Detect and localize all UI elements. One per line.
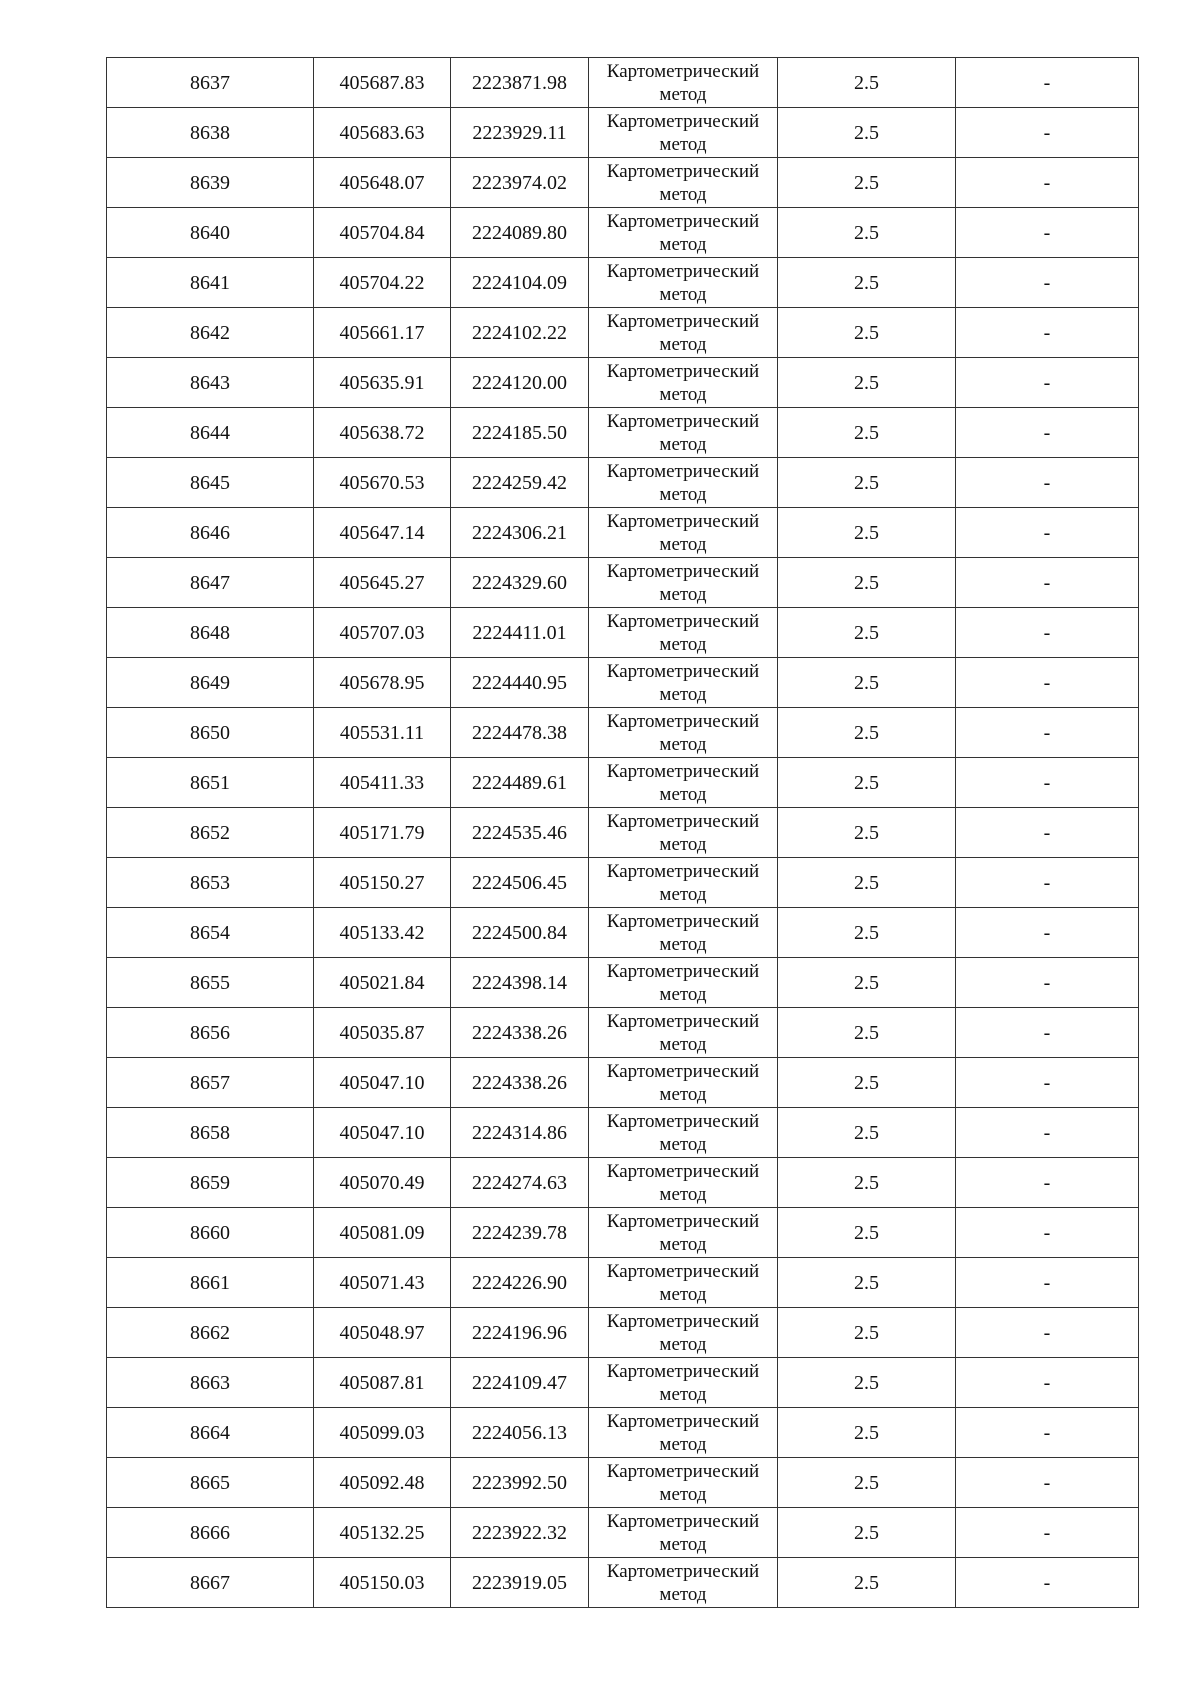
y-coordinate-cell: 2224506.45 — [451, 858, 589, 908]
table-row — [107, 1358, 1139, 1408]
note-cell: - — [956, 258, 1139, 308]
method-cell: Картометрический метод — [589, 408, 778, 458]
table-row — [107, 508, 1139, 558]
y-coordinate-cell: 2224089.80 — [451, 208, 589, 258]
x-coordinate-cell: 405070.49 — [314, 1158, 451, 1208]
note-cell: - — [956, 458, 1139, 508]
accuracy-cell: 2.5 — [778, 1158, 956, 1208]
accuracy-cell: 2.5 — [778, 958, 956, 1008]
method-cell: Картометрический метод — [589, 1308, 778, 1358]
method-cell: Картометрический метод — [589, 158, 778, 208]
table-row — [107, 458, 1139, 508]
point-number-cell: 8641 — [107, 258, 314, 308]
y-coordinate-cell: 2224411.01 — [451, 608, 589, 658]
note-cell: - — [956, 158, 1139, 208]
y-coordinate-cell: 2224478.38 — [451, 708, 589, 758]
y-coordinate-cell: 2224440.95 — [451, 658, 589, 708]
table-row — [107, 1108, 1139, 1158]
method-cell: Картометрический метод — [589, 258, 778, 308]
y-coordinate-cell: 2223922.32 — [451, 1508, 589, 1558]
x-coordinate-cell: 405047.10 — [314, 1058, 451, 1108]
point-number-cell: 8655 — [107, 958, 314, 1008]
y-coordinate-cell: 2223974.02 — [451, 158, 589, 208]
note-cell: - — [956, 1058, 1139, 1108]
table-row — [107, 1458, 1139, 1508]
y-coordinate-cell: 2224109.47 — [451, 1358, 589, 1408]
accuracy-cell: 2.5 — [778, 608, 956, 658]
table-row — [107, 858, 1139, 908]
y-coordinate-cell: 2224489.61 — [451, 758, 589, 808]
y-coordinate-cell: 2223919.05 — [451, 1558, 589, 1608]
table-row — [107, 658, 1139, 708]
x-coordinate-cell: 405704.84 — [314, 208, 451, 258]
y-coordinate-cell: 2224196.96 — [451, 1308, 589, 1358]
y-coordinate-cell: 2224314.86 — [451, 1108, 589, 1158]
point-number-cell: 8644 — [107, 408, 314, 458]
accuracy-cell: 2.5 — [778, 708, 956, 758]
note-cell: - — [956, 608, 1139, 658]
accuracy-cell: 2.5 — [778, 208, 956, 258]
x-coordinate-cell: 405687.83 — [314, 58, 451, 108]
method-cell: Картометрический метод — [589, 458, 778, 508]
method-cell: Картометрический метод — [589, 658, 778, 708]
y-coordinate-cell: 2224104.09 — [451, 258, 589, 308]
point-number-cell: 8666 — [107, 1508, 314, 1558]
point-number-cell: 8659 — [107, 1158, 314, 1208]
point-number-cell: 8667 — [107, 1558, 314, 1608]
point-number-cell: 8660 — [107, 1208, 314, 1258]
note-cell: - — [956, 808, 1139, 858]
note-cell: - — [956, 1458, 1139, 1508]
y-coordinate-cell: 2224398.14 — [451, 958, 589, 1008]
x-coordinate-cell: 405531.11 — [314, 708, 451, 758]
point-number-cell: 8638 — [107, 108, 314, 158]
note-cell: - — [956, 308, 1139, 358]
table-row — [107, 1208, 1139, 1258]
x-coordinate-cell: 405099.03 — [314, 1408, 451, 1458]
note-cell: - — [956, 358, 1139, 408]
x-coordinate-cell: 405081.09 — [314, 1208, 451, 1258]
y-coordinate-cell: 2224306.21 — [451, 508, 589, 558]
table-row — [107, 958, 1139, 1008]
table-row — [107, 708, 1139, 758]
note-cell: - — [956, 658, 1139, 708]
note-cell: - — [956, 1008, 1139, 1058]
note-cell: - — [956, 1308, 1139, 1358]
accuracy-cell: 2.5 — [778, 758, 956, 808]
note-cell: - — [956, 1158, 1139, 1208]
x-coordinate-cell: 405071.43 — [314, 1258, 451, 1308]
table-row — [107, 1008, 1139, 1058]
accuracy-cell: 2.5 — [778, 1208, 956, 1258]
y-coordinate-cell: 2224274.63 — [451, 1158, 589, 1208]
point-number-cell: 8652 — [107, 808, 314, 858]
y-coordinate-cell: 2224259.42 — [451, 458, 589, 508]
point-number-cell: 8663 — [107, 1358, 314, 1408]
x-coordinate-cell: 405047.10 — [314, 1108, 451, 1158]
point-number-cell: 8657 — [107, 1058, 314, 1108]
x-coordinate-cell: 405021.84 — [314, 958, 451, 1008]
point-number-cell: 8637 — [107, 58, 314, 108]
note-cell: - — [956, 208, 1139, 258]
point-number-cell: 8661 — [107, 1258, 314, 1308]
x-coordinate-cell: 405707.03 — [314, 608, 451, 658]
y-coordinate-cell: 2224535.46 — [451, 808, 589, 858]
note-cell: - — [956, 1208, 1139, 1258]
x-coordinate-cell: 405638.72 — [314, 408, 451, 458]
method-cell: Картометрический метод — [589, 908, 778, 958]
point-number-cell: 8651 — [107, 758, 314, 808]
x-coordinate-cell: 405670.53 — [314, 458, 451, 508]
accuracy-cell: 2.5 — [778, 508, 956, 558]
table-row — [107, 108, 1139, 158]
method-cell: Картометрический метод — [589, 1558, 778, 1608]
accuracy-cell: 2.5 — [778, 108, 956, 158]
method-cell: Картометрический метод — [589, 1458, 778, 1508]
method-cell: Картометрический метод — [589, 1058, 778, 1108]
y-coordinate-cell: 2224226.90 — [451, 1258, 589, 1308]
table-row — [107, 758, 1139, 808]
note-cell: - — [956, 1408, 1139, 1458]
x-coordinate-cell: 405150.27 — [314, 858, 451, 908]
x-coordinate-cell: 405661.17 — [314, 308, 451, 358]
point-number-cell: 8640 — [107, 208, 314, 258]
method-cell: Картометрический метод — [589, 1008, 778, 1058]
table-row — [107, 1558, 1139, 1608]
table-row — [107, 208, 1139, 258]
point-number-cell: 8646 — [107, 508, 314, 558]
x-coordinate-cell: 405683.63 — [314, 108, 451, 158]
table-row — [107, 1258, 1139, 1308]
accuracy-cell: 2.5 — [778, 1358, 956, 1408]
point-number-cell: 8647 — [107, 558, 314, 608]
accuracy-cell: 2.5 — [778, 1558, 956, 1608]
accuracy-cell: 2.5 — [778, 258, 956, 308]
note-cell: - — [956, 1358, 1139, 1408]
note-cell: - — [956, 1108, 1139, 1158]
note-cell: - — [956, 708, 1139, 758]
method-cell: Картометрический метод — [589, 1358, 778, 1408]
table-row — [107, 558, 1139, 608]
point-number-cell: 8639 — [107, 158, 314, 208]
note-cell: - — [956, 908, 1139, 958]
point-number-cell: 8650 — [107, 708, 314, 758]
note-cell: - — [956, 108, 1139, 158]
x-coordinate-cell: 405648.07 — [314, 158, 451, 208]
point-number-cell: 8648 — [107, 608, 314, 658]
point-number-cell: 8654 — [107, 908, 314, 958]
note-cell: - — [956, 1558, 1139, 1608]
accuracy-cell: 2.5 — [778, 808, 956, 858]
y-coordinate-cell: 2224338.26 — [451, 1058, 589, 1108]
method-cell: Картометрический метод — [589, 708, 778, 758]
accuracy-cell: 2.5 — [778, 558, 956, 608]
x-coordinate-cell: 405171.79 — [314, 808, 451, 858]
x-coordinate-cell: 405704.22 — [314, 258, 451, 308]
x-coordinate-cell: 405092.48 — [314, 1458, 451, 1508]
method-cell: Картометрический метод — [589, 958, 778, 1008]
method-cell: Картометрический метод — [589, 558, 778, 608]
method-cell: Картометрический метод — [589, 308, 778, 358]
x-coordinate-cell: 405647.14 — [314, 508, 451, 558]
x-coordinate-cell: 405678.95 — [314, 658, 451, 708]
accuracy-cell: 2.5 — [778, 58, 956, 108]
accuracy-cell: 2.5 — [778, 1258, 956, 1308]
method-cell: Картометрический метод — [589, 608, 778, 658]
table-row — [107, 608, 1139, 658]
y-coordinate-cell: 2223992.50 — [451, 1458, 589, 1508]
note-cell: - — [956, 408, 1139, 458]
note-cell: - — [956, 508, 1139, 558]
y-coordinate-cell: 2224102.22 — [451, 308, 589, 358]
point-number-cell: 8649 — [107, 658, 314, 708]
point-number-cell: 8665 — [107, 1458, 314, 1508]
table-row — [107, 808, 1139, 858]
note-cell: - — [956, 1258, 1139, 1308]
table-row — [107, 258, 1139, 308]
accuracy-cell: 2.5 — [778, 358, 956, 408]
note-cell: - — [956, 758, 1139, 808]
accuracy-cell: 2.5 — [778, 858, 956, 908]
table-row — [107, 408, 1139, 458]
table-row — [107, 908, 1139, 958]
y-coordinate-cell: 2224239.78 — [451, 1208, 589, 1258]
x-coordinate-cell: 405150.03 — [314, 1558, 451, 1608]
point-number-cell: 8643 — [107, 358, 314, 408]
y-coordinate-cell: 2224338.26 — [451, 1008, 589, 1058]
y-coordinate-cell: 2223871.98 — [451, 58, 589, 108]
point-number-cell: 8653 — [107, 858, 314, 908]
note-cell: - — [956, 58, 1139, 108]
x-coordinate-cell: 405635.91 — [314, 358, 451, 408]
y-coordinate-cell: 2224500.84 — [451, 908, 589, 958]
table-row — [107, 308, 1139, 358]
x-coordinate-cell: 405087.81 — [314, 1358, 451, 1408]
accuracy-cell: 2.5 — [778, 308, 956, 358]
point-number-cell: 8658 — [107, 1108, 314, 1158]
accuracy-cell: 2.5 — [778, 1058, 956, 1108]
method-cell: Картометрический метод — [589, 1408, 778, 1458]
table-row — [107, 58, 1139, 108]
y-coordinate-cell: 2224120.00 — [451, 358, 589, 408]
accuracy-cell: 2.5 — [778, 1408, 956, 1458]
accuracy-cell: 2.5 — [778, 458, 956, 508]
x-coordinate-cell: 405645.27 — [314, 558, 451, 608]
table-row — [107, 158, 1139, 208]
table-row — [107, 1408, 1139, 1458]
note-cell: - — [956, 558, 1139, 608]
table-row — [107, 1508, 1139, 1558]
accuracy-cell: 2.5 — [778, 1308, 956, 1358]
accuracy-cell: 2.5 — [778, 158, 956, 208]
note-cell: - — [956, 1508, 1139, 1558]
method-cell: Картометрический метод — [589, 858, 778, 908]
method-cell: Картометрический метод — [589, 1158, 778, 1208]
x-coordinate-cell: 405133.42 — [314, 908, 451, 958]
accuracy-cell: 2.5 — [778, 908, 956, 958]
method-cell: Картометрический метод — [589, 1208, 778, 1258]
table-row — [107, 1308, 1139, 1358]
y-coordinate-cell: 2224329.60 — [451, 558, 589, 608]
point-number-cell: 8645 — [107, 458, 314, 508]
table-row — [107, 358, 1139, 408]
method-cell: Картометрический метод — [589, 58, 778, 108]
method-cell: Картометрический метод — [589, 808, 778, 858]
point-number-cell: 8662 — [107, 1308, 314, 1358]
method-cell: Картометрический метод — [589, 108, 778, 158]
y-coordinate-cell: 2224185.50 — [451, 408, 589, 458]
method-cell: Картометрический метод — [589, 1258, 778, 1308]
table-row — [107, 1158, 1139, 1208]
x-coordinate-cell: 405411.33 — [314, 758, 451, 808]
table-body — [107, 58, 1139, 1608]
method-cell: Картометрический метод — [589, 508, 778, 558]
y-coordinate-cell: 2223929.11 — [451, 108, 589, 158]
note-cell: - — [956, 858, 1139, 908]
table-row — [107, 1058, 1139, 1108]
method-cell: Картометрический метод — [589, 1108, 778, 1158]
accuracy-cell: 2.5 — [778, 1458, 956, 1508]
method-cell: Картометрический метод — [589, 758, 778, 808]
accuracy-cell: 2.5 — [778, 1508, 956, 1558]
coordinates-table — [106, 57, 1139, 1608]
method-cell: Картометрический метод — [589, 208, 778, 258]
x-coordinate-cell: 405048.97 — [314, 1308, 451, 1358]
x-coordinate-cell: 405132.25 — [314, 1508, 451, 1558]
note-cell: - — [956, 958, 1139, 1008]
accuracy-cell: 2.5 — [778, 1108, 956, 1158]
method-cell: Картометрический метод — [589, 358, 778, 408]
point-number-cell: 8656 — [107, 1008, 314, 1058]
accuracy-cell: 2.5 — [778, 658, 956, 708]
method-cell: Картометрический метод — [589, 1508, 778, 1558]
point-number-cell: 8642 — [107, 308, 314, 358]
accuracy-cell: 2.5 — [778, 1008, 956, 1058]
accuracy-cell: 2.5 — [778, 408, 956, 458]
point-number-cell: 8664 — [107, 1408, 314, 1458]
y-coordinate-cell: 2224056.13 — [451, 1408, 589, 1458]
x-coordinate-cell: 405035.87 — [314, 1008, 451, 1058]
